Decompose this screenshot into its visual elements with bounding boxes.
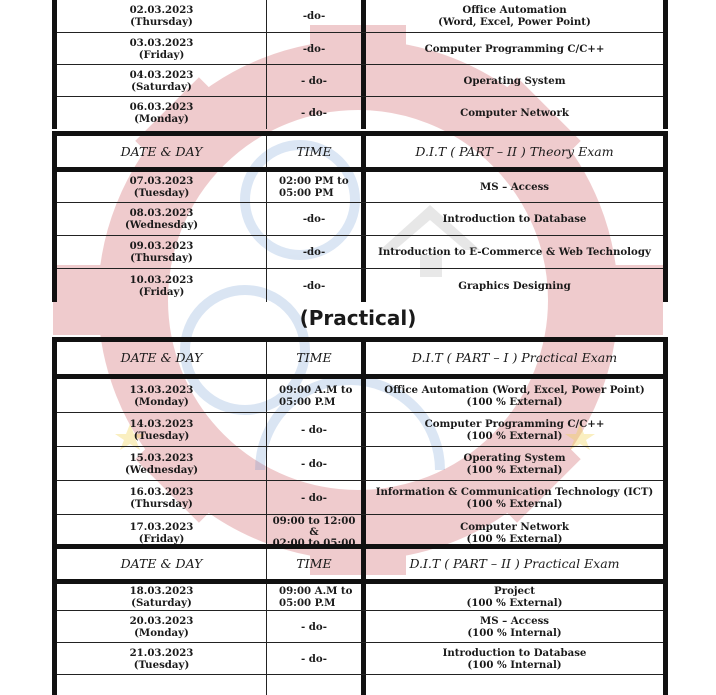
exam-mode: (100 % External) xyxy=(466,429,563,442)
table-row xyxy=(57,643,663,675)
exam-time: - do- xyxy=(301,652,327,665)
exam-subject: Introduction to Database xyxy=(442,213,587,225)
table-header xyxy=(57,544,663,584)
header-exam-title: D.I.T ( PART – II ) Theory Exam xyxy=(415,143,614,159)
exam-day: (Tuesday) xyxy=(133,187,190,199)
header-exam-title: D.I.T ( PART – I ) Practical Exam xyxy=(411,350,618,365)
exam-subject: Office Automation xyxy=(462,4,567,16)
exam-time: - do- xyxy=(301,107,327,119)
exam-time: -do- xyxy=(302,10,326,22)
exam-mode: (100 % External) xyxy=(466,463,563,476)
exam-subject-detail: (Word, Excel, Power Point) xyxy=(438,16,591,28)
header-time: TIME xyxy=(296,143,332,159)
exam-date: 20.03.2023 xyxy=(129,614,194,627)
exam-time: - do- xyxy=(301,423,327,436)
exam-date: 03.03.2023 xyxy=(129,36,194,49)
exam-date: 09.03.2023 xyxy=(129,240,194,252)
exam-subject: Graphics Designing xyxy=(458,279,571,292)
exam-time-end: 05:00 P.M xyxy=(279,597,336,609)
table-row xyxy=(57,481,663,515)
table-row xyxy=(57,33,663,65)
exam-time: -do- xyxy=(302,42,326,55)
exam-day: (Monday) xyxy=(134,113,189,125)
exam-date: 14.03.2023 xyxy=(129,417,194,430)
header-date-day: DATE & DAY xyxy=(120,556,203,571)
exam-time-end: 05:00 P.M xyxy=(279,395,336,408)
table-row xyxy=(57,447,663,481)
table-row xyxy=(57,97,663,129)
exam-time: 09:00 A.M to xyxy=(279,585,353,597)
practical-part2-table xyxy=(52,544,668,695)
exam-date: 21.03.2023 xyxy=(129,646,194,659)
exam-subject: Computer Programming C/C++ xyxy=(424,42,605,55)
exam-subject: MS – Access xyxy=(479,614,550,627)
exam-mode: (100 % External) xyxy=(466,497,563,510)
table-row xyxy=(57,0,663,33)
exam-day: (Wednesday) xyxy=(124,219,199,231)
exam-date: 13.03.2023 xyxy=(129,383,194,396)
table-header xyxy=(57,131,663,172)
header-date-day: DATE & DAY xyxy=(120,350,203,365)
exam-day: (Friday) xyxy=(138,48,185,61)
exam-time: - do- xyxy=(301,620,327,633)
exam-date: 06.03.2023 xyxy=(129,101,194,113)
table-row xyxy=(57,413,663,447)
table-row xyxy=(57,611,663,643)
exam-time: 09:00 to 12:00 xyxy=(272,515,356,527)
exam-date: 16.03.2023 xyxy=(129,485,194,498)
exam-day: (Tuesday) xyxy=(133,658,190,671)
exam-subject: Information & Communication Technology (ICT) xyxy=(375,485,654,498)
exam-time: -do- xyxy=(302,279,326,292)
theory-part1-table xyxy=(52,0,668,129)
exam-time-join: & xyxy=(309,526,319,538)
exam-mode: (100 % External) xyxy=(466,532,563,545)
exam-subject: Computer Programming C/C++ xyxy=(424,417,605,430)
exam-mode: (100 % Internal) xyxy=(467,658,562,671)
table-row xyxy=(57,203,663,236)
exam-subject: MS – Access xyxy=(479,181,550,193)
practical-part1-table xyxy=(52,337,668,550)
exam-time: - do- xyxy=(301,491,327,504)
theory-part2-table xyxy=(52,131,668,302)
table-row xyxy=(57,172,663,203)
exam-mode: (100 % External) xyxy=(466,597,563,609)
exam-date: 04.03.2023 xyxy=(129,68,194,81)
exam-mode: (100 % Internal) xyxy=(467,626,562,639)
exam-subject: Office Automation (Word, Excel, Power Point) xyxy=(384,383,645,396)
exam-day: (Thursday) xyxy=(130,252,193,264)
exam-time: -do- xyxy=(302,213,326,225)
table-row xyxy=(57,65,663,97)
exam-time: - do- xyxy=(301,74,327,87)
exam-subject: Operating System xyxy=(463,74,566,87)
exam-date: 18.03.2023 xyxy=(129,585,194,597)
exam-date: 17.03.2023 xyxy=(129,520,194,533)
exam-date: 07.03.2023 xyxy=(129,175,194,187)
exam-day: (Thursday) xyxy=(130,16,193,28)
table-row xyxy=(57,379,663,413)
exam-date: 02.03.2023 xyxy=(129,4,194,16)
exam-time: -do- xyxy=(302,246,326,258)
exam-date: 10.03.2023 xyxy=(129,273,194,286)
practical-section-title: (Practical) xyxy=(299,306,417,330)
exam-time: - do- xyxy=(301,457,327,470)
table-row xyxy=(57,584,663,611)
header-time: TIME xyxy=(296,556,332,571)
exam-day: (Tuesday) xyxy=(133,429,190,442)
exam-subject: Project xyxy=(494,585,535,597)
exam-subject: Operating System xyxy=(463,451,566,464)
exam-day: (Saturday) xyxy=(131,80,192,93)
exam-subject: Introduction to E-Commerce & Web Technology xyxy=(378,246,651,258)
exam-time-second: 02:00 to 05:00 xyxy=(272,537,356,549)
exam-date: 08.03.2023 xyxy=(129,207,194,219)
exam-day: (Monday) xyxy=(134,626,189,639)
exam-subject: Computer Network xyxy=(460,520,569,533)
exam-time: 02:00 PM to xyxy=(279,175,349,187)
header-exam-title: D.I.T ( PART – II ) Practical Exam xyxy=(409,556,620,571)
table-row xyxy=(57,269,663,302)
exam-day: (Friday) xyxy=(138,285,185,298)
header-date-day: DATE & DAY xyxy=(120,143,203,159)
table-header xyxy=(57,337,663,379)
exam-day: (Saturday) xyxy=(131,597,192,609)
exam-date: 15.03.2023 xyxy=(129,451,194,464)
exam-day: (Friday) xyxy=(138,532,185,545)
header-time: TIME xyxy=(296,350,332,365)
exam-day: (Monday) xyxy=(134,395,189,408)
exam-time: 09:00 A.M to xyxy=(279,383,353,396)
exam-time-end: 05:00 PM xyxy=(279,187,334,199)
exam-day: (Thursday) xyxy=(130,497,193,510)
exam-subject: Computer Network xyxy=(460,107,569,119)
table-row xyxy=(57,236,663,269)
exam-subject: Introduction to Database xyxy=(442,646,587,659)
exam-day: (Wednesday) xyxy=(124,463,199,476)
exam-mode: (100 % External) xyxy=(466,395,563,408)
